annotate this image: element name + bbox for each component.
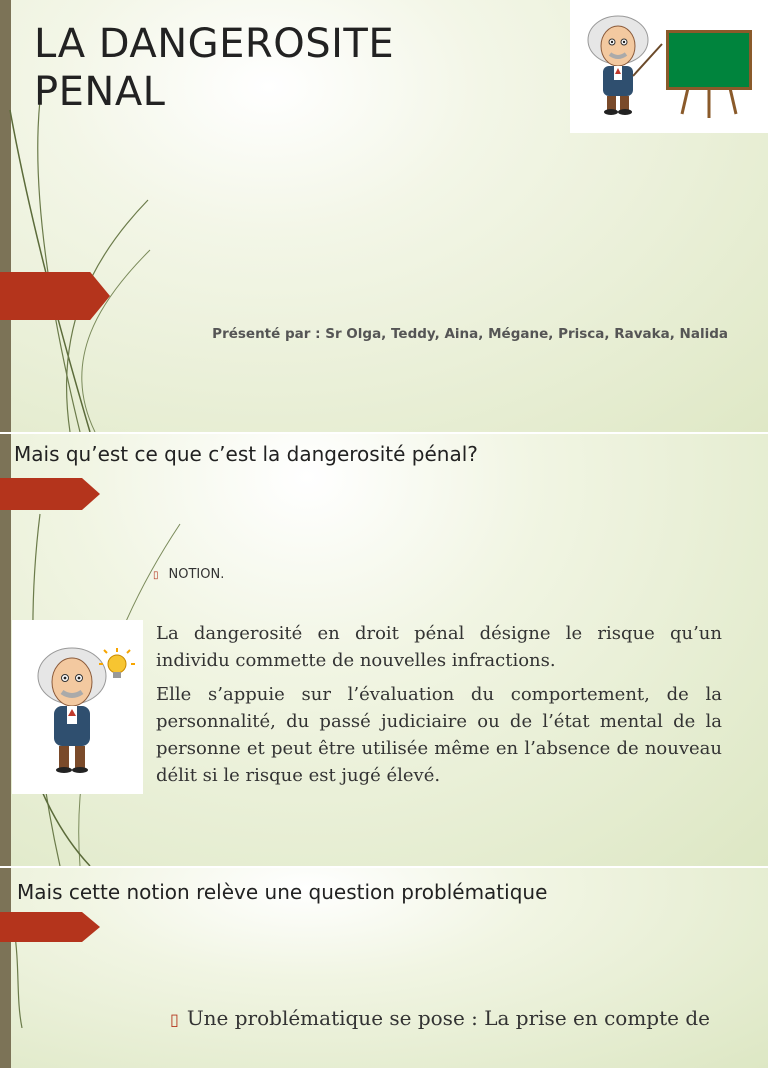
bullet-item (153, 567, 224, 582)
bullet-mark-icon: ▯ (153, 570, 159, 581)
bullet-label: NOTION. (168, 567, 225, 582)
red-arrow-banner (0, 912, 100, 942)
bullet-item (170, 1006, 730, 1030)
paragraph-evaluation: Elle s’appuie sur l’évaluation du comportement, de la personnalité, du passé judiciaire ou de l’état mental de la personne et peut être utilisée même en l’absence de nouveau délit si le risque est jugé élevé. (156, 684, 722, 786)
definition-slide (0, 434, 768, 866)
slide-title: Mais qu’est ce que c’est la dangerosité pénal? (14, 442, 478, 466)
red-arrow-banner (0, 478, 100, 510)
einstein-teacher-icon (588, 16, 662, 115)
paragraph-definition: La dangerosité en droit pénal désigne le risque qu’un individu commette de nouvelles infractions. (156, 623, 722, 671)
slide-title: Mais cette notion relève une question problématique (17, 880, 548, 904)
title-slide (0, 0, 768, 432)
einstein-idea-image (12, 620, 143, 794)
slide-title: LA DANGEROSITE PENAL (34, 21, 395, 115)
problem-slide (0, 868, 768, 1068)
presenters-text: Présenté par : Sr Olga, Teddy, Aina, Mégane, Prisca, Ravaka, Nalida (212, 326, 728, 342)
einstein-chalkboard-image (570, 0, 768, 133)
definition-text (156, 620, 722, 796)
red-arrow-banner (0, 272, 110, 320)
bullet-mark-icon: ▯ (170, 1010, 179, 1029)
einstein-idea-icon (38, 648, 135, 773)
bullet-label: Une problématique se pose : La prise en compte de (186, 1006, 710, 1030)
chalkboard-icon (666, 30, 752, 118)
